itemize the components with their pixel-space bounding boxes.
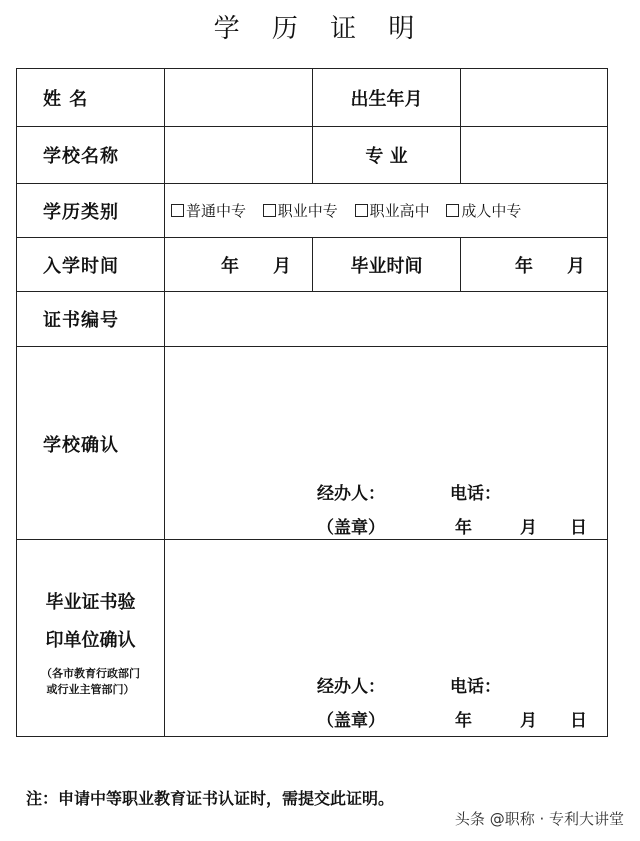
checkbox-icon[interactable] bbox=[171, 204, 184, 217]
checkbox-icon[interactable] bbox=[355, 204, 368, 217]
birth-label: 出生年月 bbox=[313, 69, 461, 127]
verify-label-line2: 印单位确认 bbox=[45, 630, 136, 651]
date-day-label: 日 bbox=[570, 518, 587, 538]
phone-label: 电话： bbox=[450, 484, 501, 504]
verify-label-line1: 毕业证书验 bbox=[45, 592, 136, 613]
date-year-label: 年 bbox=[455, 518, 472, 538]
edu-option-label: 普通中专 bbox=[186, 202, 247, 220]
edu-type-options bbox=[165, 184, 608, 238]
edu-option-label: 成人中专 bbox=[461, 202, 522, 220]
major-field[interactable] bbox=[461, 127, 608, 184]
enroll-year-label: 年 bbox=[221, 255, 239, 277]
checkbox-icon[interactable] bbox=[263, 204, 276, 217]
edu-option-label: 职业中专 bbox=[277, 202, 338, 220]
date-year-label: 年 bbox=[455, 711, 472, 731]
date-month-label: 月 bbox=[520, 518, 537, 538]
grad-year-label: 年 bbox=[515, 255, 533, 277]
school-label: 学校名称 bbox=[17, 127, 165, 184]
name-label: 姓 名 bbox=[17, 69, 165, 127]
school-confirm-area[interactable] bbox=[165, 347, 608, 540]
seal-label: （盖章） bbox=[317, 518, 385, 538]
watermark: 头条 @职称 · 专利大讲堂 bbox=[454, 810, 624, 828]
edu-option[interactable] bbox=[263, 202, 338, 220]
edu-option[interactable] bbox=[446, 202, 521, 220]
enroll-label: 入学时间 bbox=[17, 238, 165, 292]
verify-label-cell bbox=[17, 540, 165, 737]
verify-confirm-area[interactable] bbox=[165, 540, 608, 737]
grad-field[interactable] bbox=[461, 238, 608, 292]
edu-option[interactable] bbox=[171, 202, 246, 220]
date-month-label: 月 bbox=[520, 711, 537, 731]
school-confirm-label: 学校确认 bbox=[17, 347, 165, 540]
handler-label: 经办人： bbox=[317, 677, 385, 697]
edu-option[interactable] bbox=[355, 202, 430, 220]
certificate-form-table bbox=[16, 68, 608, 737]
name-field[interactable] bbox=[165, 69, 313, 127]
edu-type-label: 学历类别 bbox=[17, 184, 165, 238]
cert-no-field[interactable] bbox=[165, 292, 608, 347]
footnote: 注：申请中等职业教育证书认证时，需提交此证明。 bbox=[26, 789, 395, 808]
edu-option-label: 职业高中 bbox=[369, 202, 430, 220]
checkbox-icon[interactable] bbox=[446, 204, 459, 217]
handler-label: 经办人： bbox=[317, 484, 385, 504]
grad-label: 毕业时间 bbox=[313, 238, 461, 292]
page-title: 学 历 证 明 bbox=[213, 14, 427, 44]
enroll-month-label: 月 bbox=[273, 255, 291, 277]
verify-sub-line2: 或行业主管部门） bbox=[46, 683, 135, 696]
cert-no-label: 证书编号 bbox=[17, 292, 165, 347]
phone-label: 电话： bbox=[450, 677, 501, 697]
school-field[interactable] bbox=[165, 127, 313, 184]
grad-month-label: 月 bbox=[567, 255, 585, 277]
date-day-label: 日 bbox=[570, 711, 587, 731]
verify-sub-line1: （各市教育行政部门 bbox=[41, 667, 140, 680]
seal-label: （盖章） bbox=[317, 711, 385, 731]
major-label: 专 业 bbox=[313, 127, 461, 184]
birth-field[interactable] bbox=[461, 69, 608, 127]
enroll-field[interactable] bbox=[165, 238, 313, 292]
